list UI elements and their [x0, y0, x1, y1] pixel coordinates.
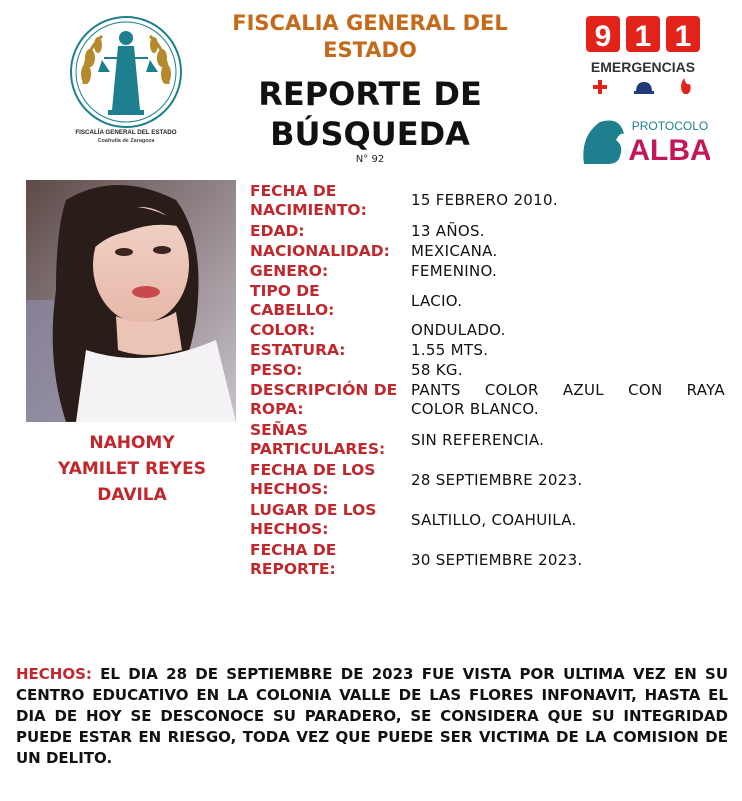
label-line: NACIMIENTO:: [250, 201, 367, 219]
name-line-2: YAMILET REYES: [58, 459, 206, 479]
value-genero: FEMENINO.: [411, 262, 498, 280]
value-fecha-hechos: 28 SEPTIEMBRE 2023.: [411, 471, 583, 489]
label-line: ROPA:: [250, 400, 304, 418]
digit-1a: 1: [634, 20, 652, 53]
fiscalia-logo: [62, 14, 190, 148]
report-number: N° 92: [355, 154, 385, 165]
missing-person-name: [52, 430, 212, 508]
label-line: FECHA DE: [250, 541, 337, 559]
label-line: PARTICULARES:: [250, 440, 386, 458]
label-lugar-hechos: [250, 501, 398, 539]
label-line: HECHOS:: [250, 520, 329, 538]
fiscalia-logo-subtext: Coahuila de Zaragoza: [97, 138, 155, 144]
protocolo-alba-logo: [580, 116, 710, 168]
label-tipo-cabello: [250, 282, 398, 320]
value-edad: 13 AÑOS.: [411, 222, 485, 240]
alba-small-text: PROTOCOLO: [631, 119, 709, 133]
label-line: FECHA DE: [250, 182, 337, 200]
name-line-3: DAVILA: [97, 485, 167, 505]
label-fecha-hechos: [250, 461, 398, 499]
title-line-2: BÚSQUEDA: [270, 115, 470, 153]
label-descripcion-ropa: [250, 381, 398, 419]
label-nacionalidad: NACIONALIDAD:: [250, 242, 390, 260]
value-line: PANTS COLOR AZUL CON RAYA: [411, 381, 725, 399]
label-estatura: ESTATURA:: [250, 341, 346, 359]
alba-big-text: ALBA: [628, 134, 710, 167]
label-senas-particulares: [250, 421, 398, 459]
label-edad: EDAD:: [250, 222, 305, 240]
value-nacionalidad: MEXICANA.: [411, 242, 498, 260]
label-fecha-nacimiento: [250, 182, 398, 220]
value-fecha-nacimiento: 15 FEBRERO 2010.: [411, 191, 558, 209]
value-line: COLOR BLANCO.: [411, 400, 539, 418]
hechos-paragraph: [16, 664, 728, 769]
label-line: SEÑAS: [250, 421, 308, 439]
title-line-1: REPORTE DE: [258, 75, 482, 113]
label-line: TIPO DE: [250, 282, 320, 300]
label-genero: GENERO:: [250, 262, 329, 280]
report-title: [230, 74, 510, 154]
value-descripcion-ropa: [411, 381, 725, 419]
label-line: FECHA DE LOS: [250, 461, 376, 479]
label-line: DESCRIPCIÓN DE: [250, 381, 398, 399]
label-color: COLOR:: [250, 321, 316, 339]
missing-person-photo: [26, 180, 236, 422]
agency-line-1: FISCALIA GENERAL DEL: [232, 11, 508, 35]
agency-line-2: ESTADO: [323, 38, 417, 62]
label-peso: PESO:: [250, 361, 303, 379]
fiscalia-logo-text: FISCALÍA GENERAL DEL ESTADO: [75, 129, 177, 136]
value-senas-particulares: SIN REFERENCIA.: [411, 431, 545, 449]
value-lugar-hechos: SALTILLO, COAHUILA.: [411, 511, 577, 529]
alba-silhouette-icon: [583, 121, 624, 165]
value-color: ONDULADO.: [411, 321, 506, 339]
value-estatura: 1.55 MTS.: [411, 341, 489, 359]
value-fecha-reporte: 30 SEPTIEMBRE 2023.: [411, 551, 583, 569]
agency-name: [200, 10, 540, 64]
emergencias-911-logo: [584, 14, 704, 104]
label-line: HECHOS:: [250, 480, 329, 498]
label-line: LUGAR DE LOS: [250, 501, 377, 519]
label-line: CABELLO:: [250, 301, 335, 319]
value-peso: 58 KG.: [411, 361, 463, 379]
emergencias-label: EMERGENCIAS: [590, 59, 696, 75]
label-fecha-reporte: [250, 541, 398, 579]
fire-icon: [681, 78, 691, 94]
label-line: REPORTE:: [250, 560, 336, 578]
name-line-1: NAHOMY: [89, 433, 175, 453]
police-cap-icon: [636, 82, 652, 92]
hechos-label: HECHOS:: [16, 665, 92, 683]
digit-9: 9: [594, 20, 612, 53]
digit-1b: 1: [674, 20, 692, 53]
value-tipo-cabello: LACIO.: [411, 292, 463, 310]
hechos-text: EL DIA 28 DE SEPTIEMBRE DE 2023 FUE VISTA POR ULTIMA VEZ EN SU CENTRO EDUCATIVO EN LA COLONIA VALLE DE LAS FLORES INFONAVIT, HASTA EL DIA DE HOY SE DESCONOCE SU PARADERO, SE CONSIDERA QUE SU INTEGRIDAD PUEDE ESTAR EN RIESGO, TODA VEZ QUE PUEDE SER VICTIMA DE LA COMISION DE UN DELITO.: [16, 665, 728, 767]
